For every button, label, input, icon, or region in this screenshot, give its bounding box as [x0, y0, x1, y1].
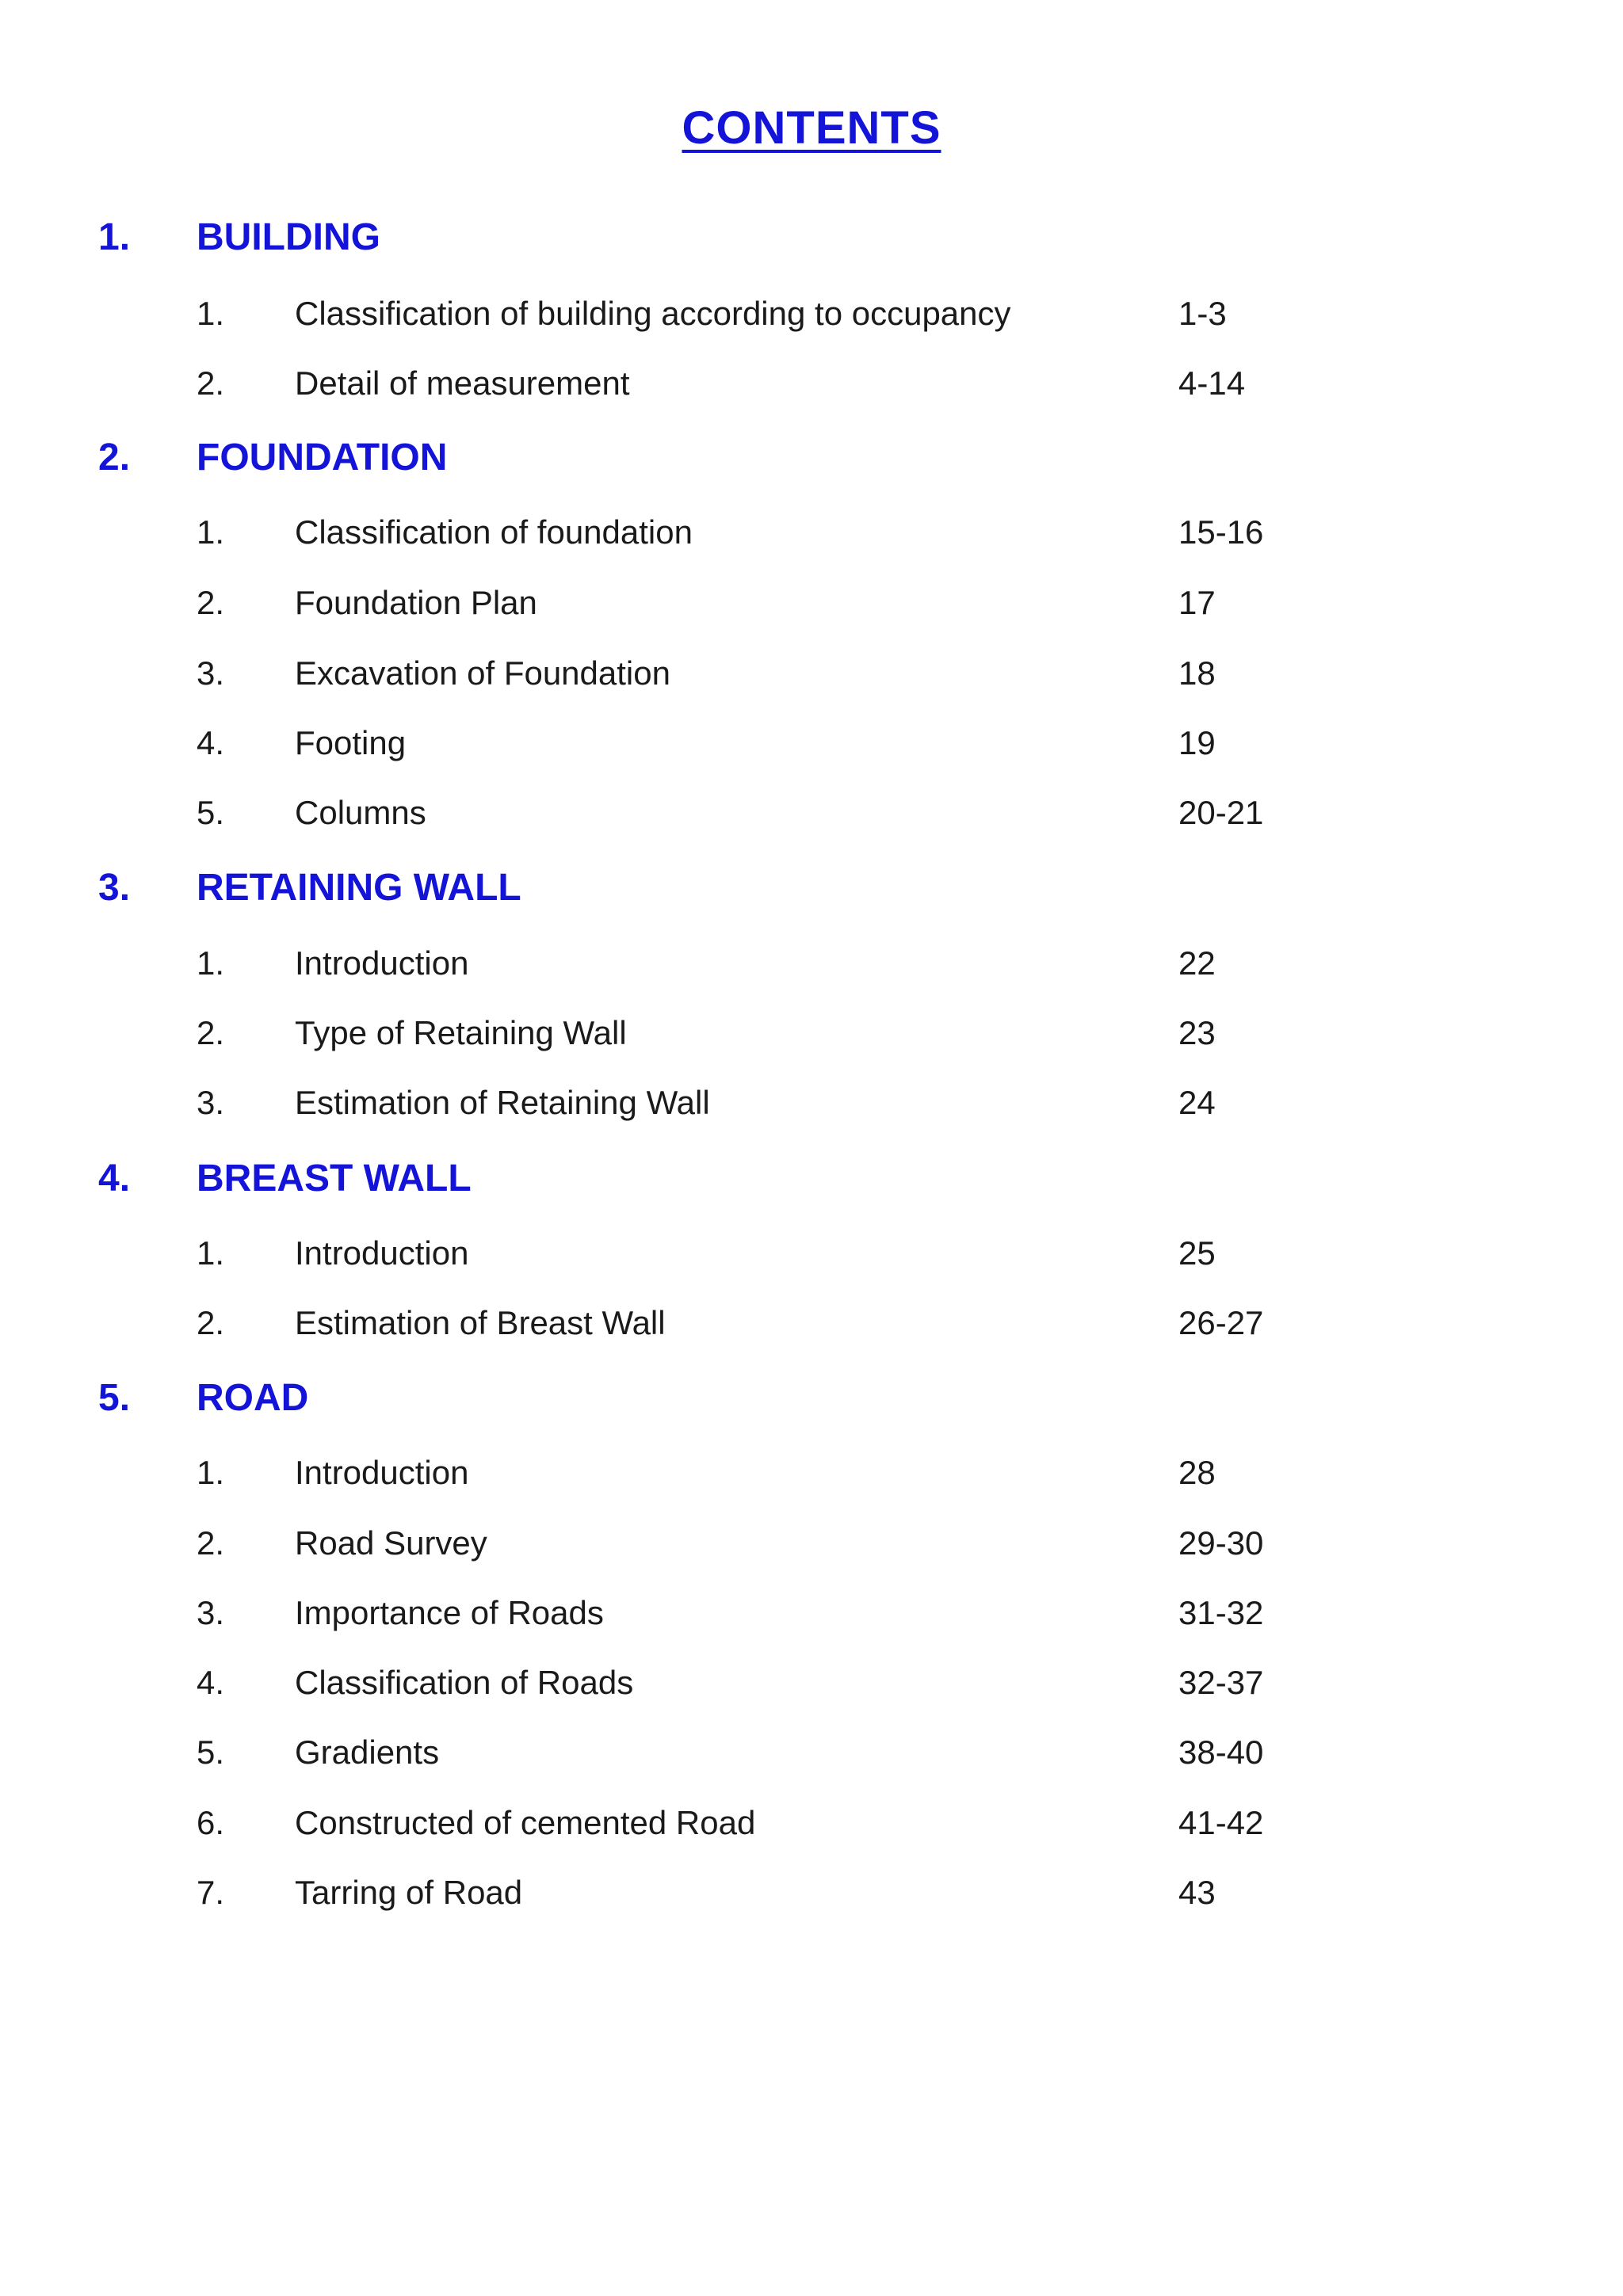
entry-number: 1. — [197, 513, 225, 551]
entry-title: Introduction — [295, 1234, 469, 1272]
entry-title: Columns — [295, 794, 426, 831]
section-title: BUILDING — [197, 216, 380, 258]
entry-number: 2. — [197, 1304, 225, 1341]
section-number: 5. — [98, 1377, 131, 1419]
entry-pages: 43 — [1178, 1874, 1216, 1911]
entry-number: 2. — [197, 584, 225, 621]
entry-title: Introduction — [295, 1454, 469, 1491]
entry-title: Excavation of Foundation — [295, 654, 670, 692]
entry-title: Estimation of Retaining Wall — [295, 1084, 710, 1121]
entry-number: 2. — [197, 364, 225, 402]
entry-pages: 20-21 — [1178, 794, 1264, 831]
entry-pages: 32-37 — [1178, 1664, 1264, 1701]
section-number: 4. — [98, 1158, 131, 1199]
entry-title: Classification of foundation — [295, 513, 693, 551]
entry-pages: 38-40 — [1178, 1733, 1264, 1771]
entry-pages: 26-27 — [1178, 1304, 1264, 1341]
entry-number: 1. — [197, 1454, 225, 1491]
entry-number: 3. — [197, 1084, 225, 1121]
entry-title: Gradients — [295, 1733, 440, 1771]
entry-pages: 18 — [1178, 654, 1216, 692]
section-title: RETAINING WALL — [197, 867, 521, 909]
section-number: 3. — [98, 867, 131, 909]
entry-number: 6. — [197, 1804, 225, 1841]
entry-number: 1. — [197, 1234, 225, 1272]
entry-pages: 1-3 — [1178, 295, 1227, 332]
entry-pages: 17 — [1178, 584, 1216, 621]
entry-title: Importance of Roads — [295, 1594, 604, 1631]
entry-pages: 31-32 — [1178, 1594, 1264, 1631]
entry-pages: 22 — [1178, 944, 1216, 982]
entry-number: 3. — [197, 1594, 225, 1631]
entry-title: Classification of Roads — [295, 1664, 634, 1701]
entry-title: Footing — [295, 724, 407, 761]
entry-pages: 24 — [1178, 1084, 1216, 1121]
section-title: ROAD — [197, 1377, 309, 1419]
entry-pages: 4-14 — [1178, 364, 1246, 402]
entry-title: Detail of measurement — [295, 364, 630, 402]
entry-pages: 25 — [1178, 1234, 1216, 1272]
entry-number: 5. — [197, 1733, 225, 1771]
entry-number: 2. — [197, 1524, 225, 1562]
entry-pages: 19 — [1178, 724, 1216, 761]
entry-number: 3. — [197, 654, 225, 692]
entry-pages: 23 — [1178, 1014, 1216, 1051]
entry-pages: 29-30 — [1178, 1524, 1264, 1562]
entry-number: 2. — [197, 1014, 225, 1051]
entry-title: Foundation Plan — [295, 584, 537, 621]
entry-pages: 41-42 — [1178, 1804, 1264, 1841]
entry-pages: 28 — [1178, 1454, 1216, 1491]
entry-title: Introduction — [295, 944, 469, 982]
entry-number: 5. — [197, 794, 225, 831]
page-title: CONTENTS — [682, 102, 941, 154]
entry-title: Classification of building according to occupancy — [295, 295, 1011, 332]
entry-pages: 15-16 — [1178, 513, 1264, 551]
entry-title: Estimation of Breast Wall — [295, 1304, 666, 1341]
entry-title: Type of Retaining Wall — [295, 1014, 627, 1051]
entry-number: 7. — [197, 1874, 225, 1911]
entry-title: Tarring of Road — [295, 1874, 523, 1911]
entry-title: Road Survey — [295, 1524, 487, 1562]
entry-number: 4. — [197, 724, 225, 761]
section-title: FOUNDATION — [197, 437, 448, 479]
entry-number: 1. — [197, 944, 225, 982]
section-title: BREAST WALL — [197, 1158, 472, 1199]
entry-number: 1. — [197, 295, 225, 332]
section-number: 2. — [98, 437, 131, 479]
entry-title: Constructed of cemented Road — [295, 1804, 756, 1841]
entry-number: 4. — [197, 1664, 225, 1701]
section-number: 1. — [98, 216, 131, 258]
